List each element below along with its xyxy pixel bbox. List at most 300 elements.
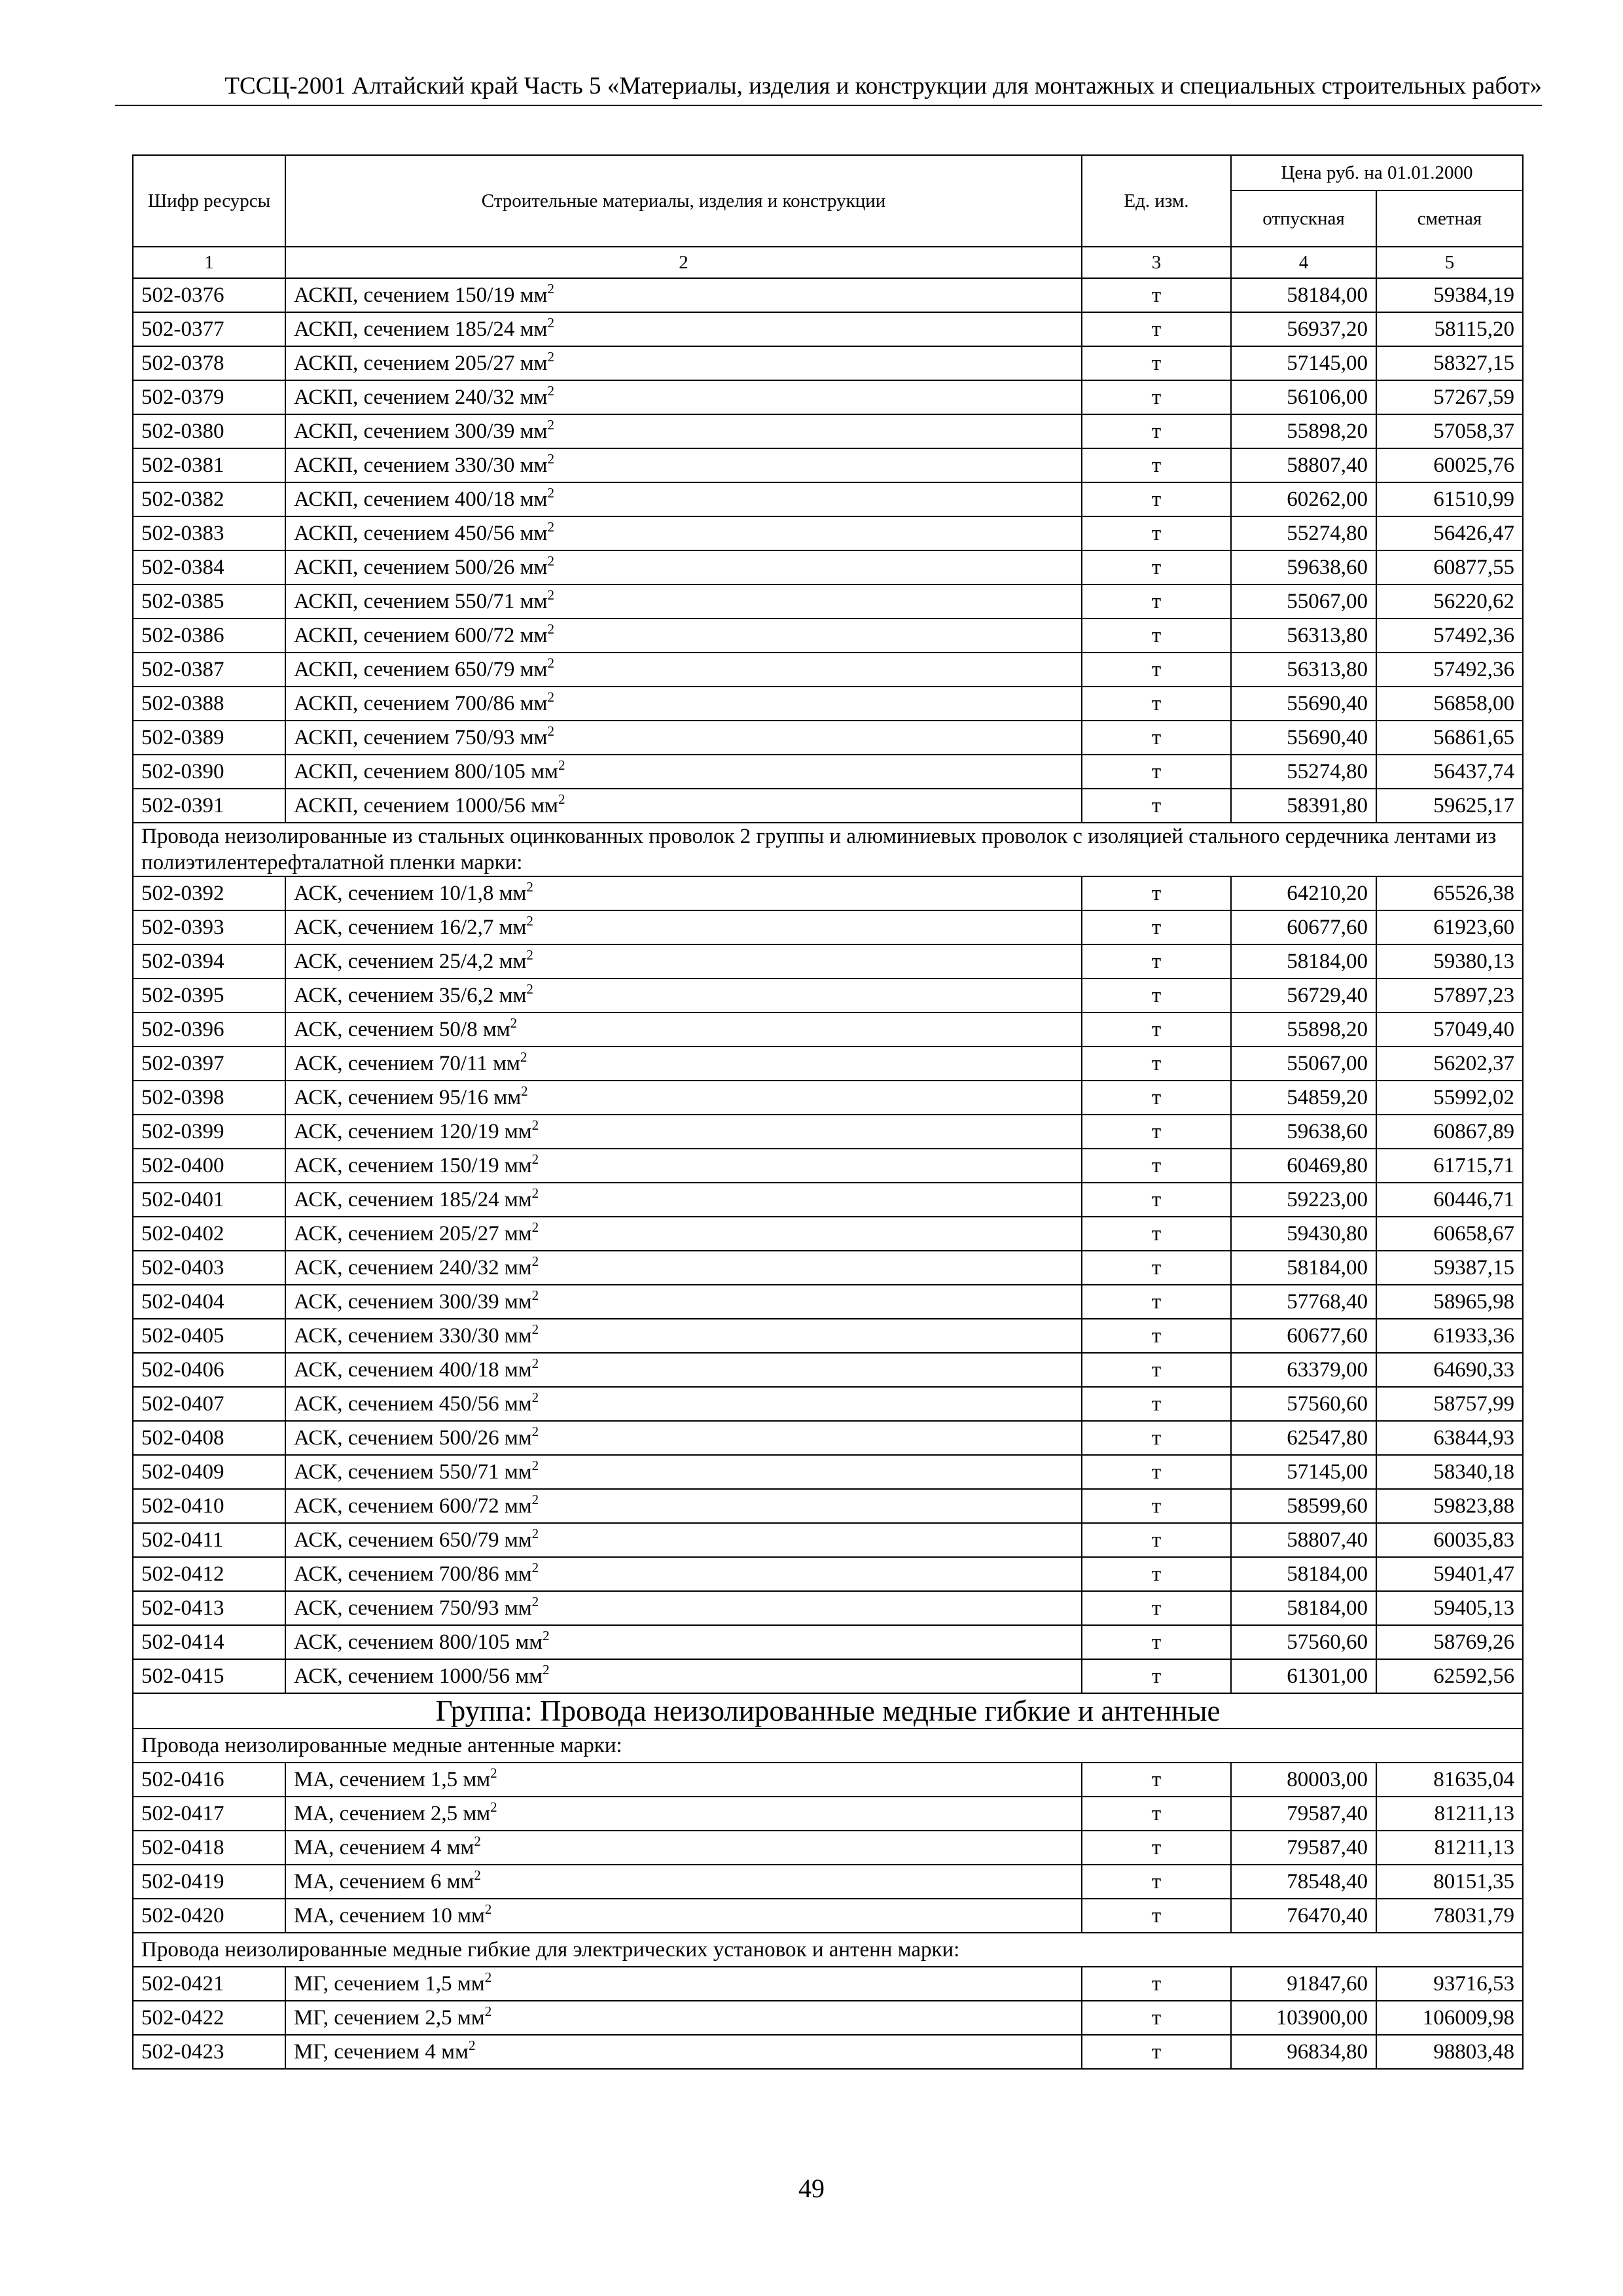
column-number: 4 [1231,247,1376,278]
release-price: 58807,40 [1231,1523,1376,1557]
unit: т [1082,312,1231,346]
table-row [133,1047,1523,1081]
resource-code: 502-0407 [133,1387,285,1421]
unit-superscript: 2 [547,723,554,739]
estimate-price: 59405,13 [1376,1591,1523,1625]
material-name [285,1489,1082,1523]
resource-code: 502-0419 [133,1865,285,1899]
unit: т [1082,1763,1231,1797]
table-row [133,910,1523,944]
estimate-price: 56426,47 [1376,516,1523,550]
release-price: 58184,00 [1231,1251,1376,1285]
unit-superscript: 2 [490,1799,497,1815]
unit-superscript: 2 [531,1389,539,1405]
unit-superscript: 2 [547,450,554,467]
material-name [285,1455,1082,1489]
release-price: 61301,00 [1231,1659,1376,1693]
material-name-text: АСКП, сечением 1000/56 мм [294,793,558,817]
release-price: 59638,60 [1231,550,1376,584]
unit: т [1082,653,1231,687]
release-price: 56313,80 [1231,619,1376,653]
release-price: 57560,60 [1231,1387,1376,1421]
release-price: 56313,80 [1231,653,1376,687]
page-header: ТССЦ-2001 Алтайский край Часть 5 «Материалы, изделия и конструкции для монтажных и специальных строительных работ» [115,72,1542,106]
estimate-price: 98803,48 [1376,2035,1523,2069]
material-name-text: АСКП, сечением 300/39 мм [294,419,548,443]
unit-superscript: 2 [531,1287,539,1303]
table-row [133,1523,1523,1557]
estimate-price: 60877,55 [1376,550,1523,584]
table-row [133,550,1523,584]
release-price: 55690,40 [1231,687,1376,721]
material-name [285,619,1082,653]
table-row [133,1319,1523,1353]
material-name [285,1421,1082,1455]
unit: т [1082,2035,1231,2069]
material-name-text: АСКП, сечением 450/56 мм [294,521,548,545]
estimate-price: 58965,98 [1376,1285,1523,1319]
section-note: Провода неизолированные из стальных оцинкованных проволок 2 группы и алюминиевых проволок с изоляцией стального сердечника лентами из полиэтилентерефталатной пленки марки: [133,823,1523,876]
unit: т [1082,1557,1231,1591]
table-row [133,687,1523,721]
release-price: 91847,60 [1231,1967,1376,2001]
material-name-text: АСКП, сечением 800/105 мм [294,759,558,783]
material-name [285,755,1082,789]
resource-code: 502-0388 [133,687,285,721]
header-unit: Ед. изм. [1082,155,1231,247]
table-row [133,1625,1523,1659]
estimate-price: 80151,35 [1376,1865,1523,1899]
material-name [285,721,1082,755]
release-price: 55067,00 [1231,584,1376,619]
unit: т [1082,278,1231,312]
material-name-text: АСКП, сечением 650/79 мм [294,657,548,681]
estimate-price: 55992,02 [1376,1081,1523,1115]
table-row [133,1831,1523,1865]
unit: т [1082,687,1231,721]
table-row [133,516,1523,550]
unit-superscript: 2 [558,791,565,807]
unit-superscript: 2 [531,1355,539,1371]
estimate-price: 58115,20 [1376,312,1523,346]
estimate-price: 59384,19 [1376,278,1523,312]
unit-superscript: 2 [543,1661,550,1677]
unit: т [1082,1455,1231,1489]
estimate-price: 57492,36 [1376,653,1523,687]
release-price: 58391,80 [1231,789,1376,823]
release-price: 58184,00 [1231,1591,1376,1625]
resource-code: 502-0412 [133,1557,285,1591]
table-row [133,1659,1523,1693]
release-price: 58184,00 [1231,1557,1376,1591]
table-row [133,1285,1523,1319]
unit: т [1082,1149,1231,1183]
estimate-price: 60025,76 [1376,448,1523,482]
table-row [133,1899,1523,1933]
table-row [133,278,1523,312]
estimate-price: 56202,37 [1376,1047,1523,1081]
estimate-price: 59625,17 [1376,789,1523,823]
material-name-text: АСК, сечением 10/1,8 мм [294,881,527,905]
unit: т [1082,789,1231,823]
release-price: 59430,80 [1231,1217,1376,1251]
material-name [285,584,1082,619]
table-row [133,1081,1523,1115]
release-price: 62547,80 [1231,1421,1376,1455]
unit-superscript: 2 [531,1219,539,1235]
release-price: 76470,40 [1231,1899,1376,1933]
material-name [285,1523,1082,1557]
table-row [133,1183,1523,1217]
header-estimate-price: сметная [1376,190,1523,247]
unit: т [1082,1421,1231,1455]
release-price: 60677,60 [1231,910,1376,944]
resource-code: 502-0393 [133,910,285,944]
unit: т [1082,1831,1231,1865]
column-number: 2 [285,247,1082,278]
material-name [285,550,1082,584]
estimate-price: 61933,36 [1376,1319,1523,1353]
table-header [133,155,1523,278]
resource-code: 502-0414 [133,1625,285,1659]
material-name [285,1047,1082,1081]
unit: т [1082,2001,1231,2035]
unit: т [1082,346,1231,380]
resource-code: 502-0420 [133,1899,285,1933]
unit: т [1082,876,1231,910]
material-name-text: АСКП, сечением 205/27 мм [294,351,548,375]
estimate-price: 56861,65 [1376,721,1523,755]
material-name-text: АСК, сечением 800/105 мм [294,1630,543,1654]
resource-code: 502-0423 [133,2035,285,2069]
estimate-price: 78031,79 [1376,1899,1523,1933]
unit: т [1082,1523,1231,1557]
release-price: 59638,60 [1231,1115,1376,1149]
resource-code: 502-0376 [133,278,285,312]
material-name-text: АСК, сечением 205/27 мм [294,1221,532,1246]
unit-superscript: 2 [526,946,533,963]
unit: т [1082,1183,1231,1217]
estimate-price: 93716,53 [1376,1967,1523,2001]
unit-superscript: 2 [526,980,533,997]
table-row [133,1421,1523,1455]
resource-code: 502-0405 [133,1319,285,1353]
material-name-text: АСКП, сечением 550/71 мм [294,589,548,613]
material-name-text: АСК, сечением 550/71 мм [294,1460,532,1484]
unit: т [1082,1797,1231,1831]
release-price: 60469,80 [1231,1149,1376,1183]
material-name [285,448,1082,482]
release-price: 56729,40 [1231,978,1376,1013]
material-name-text: АСКП, сечением 240/32 мм [294,385,548,409]
unit-superscript: 2 [531,1321,539,1337]
unit-superscript: 2 [547,620,554,637]
estimate-price: 59401,47 [1376,1557,1523,1591]
unit-superscript: 2 [547,655,554,671]
resource-code: 502-0416 [133,1763,285,1797]
unit-superscript: 2 [531,1117,539,1133]
column-number: 5 [1376,247,1523,278]
table-row [133,653,1523,687]
material-name [285,1353,1082,1387]
material-name [285,1081,1082,1115]
unit: т [1082,1353,1231,1387]
material-name-text: АСК, сечением 95/16 мм [294,1085,522,1109]
group-heading-row [133,1693,1523,1729]
resource-code: 502-0389 [133,721,285,755]
material-name [285,687,1082,721]
column-numbers-row [133,247,1523,278]
table-row [133,1251,1523,1285]
material-name-text: МА, сечением 1,5 мм [294,1767,491,1791]
resource-code: 502-0422 [133,2001,285,2035]
unit: т [1082,1865,1231,1899]
release-price: 56937,20 [1231,312,1376,346]
unit-superscript: 2 [521,1083,528,1099]
estimate-price: 56437,74 [1376,755,1523,789]
material-name [285,944,1082,978]
release-price: 57145,00 [1231,1455,1376,1489]
resource-code: 502-0399 [133,1115,285,1149]
unit: т [1082,584,1231,619]
release-price: 58184,00 [1231,944,1376,978]
estimate-price: 59823,88 [1376,1489,1523,1523]
resource-code: 502-0383 [133,516,285,550]
material-name-text: МА, сечением 10 мм [294,1903,485,1928]
unit: т [1082,1625,1231,1659]
resource-code: 502-0382 [133,482,285,516]
section-note-row [133,1933,1523,1967]
unit-superscript: 2 [490,1765,497,1781]
material-name-text: МГ, сечением 4 мм [294,2039,469,2064]
release-price: 55067,00 [1231,1047,1376,1081]
material-name [285,1763,1082,1797]
unit-superscript: 2 [526,878,533,895]
unit-superscript: 2 [526,912,533,929]
unit-superscript: 2 [547,280,554,296]
material-name [285,910,1082,944]
column-number: 1 [133,247,285,278]
table-row [133,346,1523,380]
resource-code: 502-0387 [133,653,285,687]
material-name [285,1387,1082,1421]
estimate-price: 60658,67 [1376,1217,1523,1251]
unit-superscript: 2 [547,689,554,705]
material-name-text: МГ, сечением 1,5 мм [294,1971,485,1996]
material-name [285,876,1082,910]
material-name-text: МА, сечением 2,5 мм [294,1801,491,1825]
section-note: Провода неизолированные медные гибкие для электрических установок и антенн марки: [133,1933,1523,1967]
material-name [285,1967,1082,2001]
estimate-price: 81211,13 [1376,1797,1523,1831]
material-name-text: АСКП, сечением 500/26 мм [294,555,548,579]
material-name-text: АСК, сечением 700/86 мм [294,1562,532,1586]
resource-code: 502-0395 [133,978,285,1013]
material-name [285,1217,1082,1251]
unit: т [1082,755,1231,789]
unit-superscript: 2 [474,1867,481,1883]
estimate-price: 56858,00 [1376,687,1523,721]
table-row [133,1763,1523,1797]
table-row [133,1865,1523,1899]
resource-code: 502-0404 [133,1285,285,1319]
table-row [133,789,1523,823]
material-name-text: МА, сечением 6 мм [294,1869,474,1893]
material-name-text: АСК, сечением 25/4,2 мм [294,949,527,973]
material-name [285,2035,1082,2069]
table-row [133,1353,1523,1387]
release-price: 55898,20 [1231,1013,1376,1047]
estimate-price: 61923,60 [1376,910,1523,944]
unit: т [1082,1489,1231,1523]
unit: т [1082,1013,1231,1047]
release-price: 63379,00 [1231,1353,1376,1387]
estimate-price: 106009,98 [1376,2001,1523,2035]
unit-superscript: 2 [510,1014,518,1031]
unit-superscript: 2 [531,1253,539,1269]
estimate-price: 57897,23 [1376,978,1523,1013]
material-name [285,312,1082,346]
material-name [285,1149,1082,1183]
estimate-price: 58757,99 [1376,1387,1523,1421]
unit: т [1082,1387,1231,1421]
unit-superscript: 2 [531,1491,539,1507]
material-name-text: АСК, сечением 120/19 мм [294,1119,532,1143]
release-price: 57560,60 [1231,1625,1376,1659]
estimate-price: 56220,62 [1376,584,1523,619]
resource-code: 502-0421 [133,1967,285,2001]
material-name-text: АСКП, сечением 330/30 мм [294,453,548,477]
resource-code: 502-0390 [133,755,285,789]
unit: т [1082,516,1231,550]
material-name [285,1183,1082,1217]
unit-superscript: 2 [547,518,554,535]
material-name [285,978,1082,1013]
unit-superscript: 2 [531,1457,539,1473]
table-row [133,1591,1523,1625]
material-name-text: АСК, сечением 240/32 мм [294,1255,532,1280]
release-price: 58807,40 [1231,448,1376,482]
release-price: 79587,40 [1231,1831,1376,1865]
estimate-price: 57058,37 [1376,414,1523,448]
unit: т [1082,1217,1231,1251]
price-table [132,154,1524,2070]
header-price: Цена руб. на 01.01.2000 [1231,155,1523,190]
table-row [133,944,1523,978]
section-note-row [133,1729,1523,1763]
release-price: 55274,80 [1231,516,1376,550]
resource-code: 502-0379 [133,380,285,414]
material-name [285,516,1082,550]
release-price: 58184,00 [1231,278,1376,312]
resource-code: 502-0402 [133,1217,285,1251]
unit: т [1082,1251,1231,1285]
release-price: 57145,00 [1231,346,1376,380]
table-row [133,1013,1523,1047]
resource-code: 502-0392 [133,876,285,910]
unit-superscript: 2 [468,2037,476,2053]
material-name [285,1557,1082,1591]
release-price: 56106,00 [1231,380,1376,414]
release-price: 58599,60 [1231,1489,1376,1523]
unit-superscript: 2 [484,1969,492,1985]
resource-code: 502-0396 [133,1013,285,1047]
release-price: 55690,40 [1231,721,1376,755]
resource-code: 502-0415 [133,1659,285,1693]
table-row [133,584,1523,619]
estimate-price: 61510,99 [1376,482,1523,516]
material-name-text: АСК, сечением 650/79 мм [294,1528,532,1552]
resource-code: 502-0411 [133,1523,285,1557]
resource-code: 502-0406 [133,1353,285,1387]
material-name-text: АСКП, сечением 750/93 мм [294,725,548,749]
material-name-text: АСК, сечением 300/39 мм [294,1289,532,1314]
unit: т [1082,1115,1231,1149]
release-price: 54859,20 [1231,1081,1376,1115]
material-name [285,1013,1082,1047]
group-heading: Группа: Провода неизолированные медные гибкие и антенные [133,1693,1523,1729]
unit: т [1082,482,1231,516]
unit-superscript: 2 [547,348,554,365]
resource-code: 502-0410 [133,1489,285,1523]
resource-code: 502-0403 [133,1251,285,1285]
section-note: Провода неизолированные медные антенные марки: [133,1729,1523,1763]
estimate-price: 64690,33 [1376,1353,1523,1387]
material-name [285,1899,1082,1933]
unit: т [1082,1659,1231,1693]
material-name-text: АСК, сечением 500/26 мм [294,1426,532,1450]
table-row [133,380,1523,414]
resource-code: 502-0397 [133,1047,285,1081]
unit-superscript: 2 [531,1525,539,1541]
table-row [133,1149,1523,1183]
material-name-text: АСК, сечением 50/8 мм [294,1017,510,1041]
estimate-price: 57267,59 [1376,380,1523,414]
material-name-text: АСК, сечением 185/24 мм [294,1187,532,1211]
header-release-price: отпускная [1231,190,1376,247]
unit: т [1082,1285,1231,1319]
release-price: 103900,00 [1231,2001,1376,2035]
unit-superscript: 2 [531,1151,539,1167]
material-name-text: АСК, сечением 35/6,2 мм [294,983,527,1007]
material-name [285,1659,1082,1693]
unit: т [1082,721,1231,755]
release-price: 79587,40 [1231,1797,1376,1831]
material-name-text: АСК, сечением 70/11 мм [294,1051,520,1075]
material-name [285,789,1082,823]
material-name-text: АСК, сечением 750/93 мм [294,1596,532,1620]
material-name-text: АСК, сечением 150/19 мм [294,1153,532,1177]
material-name [285,1115,1082,1149]
table-row [133,876,1523,910]
table-row [133,1115,1523,1149]
estimate-price: 57049,40 [1376,1013,1523,1047]
material-name-text: АСК, сечением 1000/56 мм [294,1664,543,1688]
table-row [133,619,1523,653]
material-name-text: АСК, сечением 16/2,7 мм [294,915,527,939]
unit: т [1082,910,1231,944]
resource-code: 502-0385 [133,584,285,619]
table-row [133,1489,1523,1523]
estimate-price: 60035,83 [1376,1523,1523,1557]
unit-superscript: 2 [547,382,554,399]
table-row [133,1557,1523,1591]
material-name [285,1797,1082,1831]
table-row [133,2035,1523,2069]
material-name [285,1831,1082,1865]
table-row [133,448,1523,482]
table-row [133,414,1523,448]
